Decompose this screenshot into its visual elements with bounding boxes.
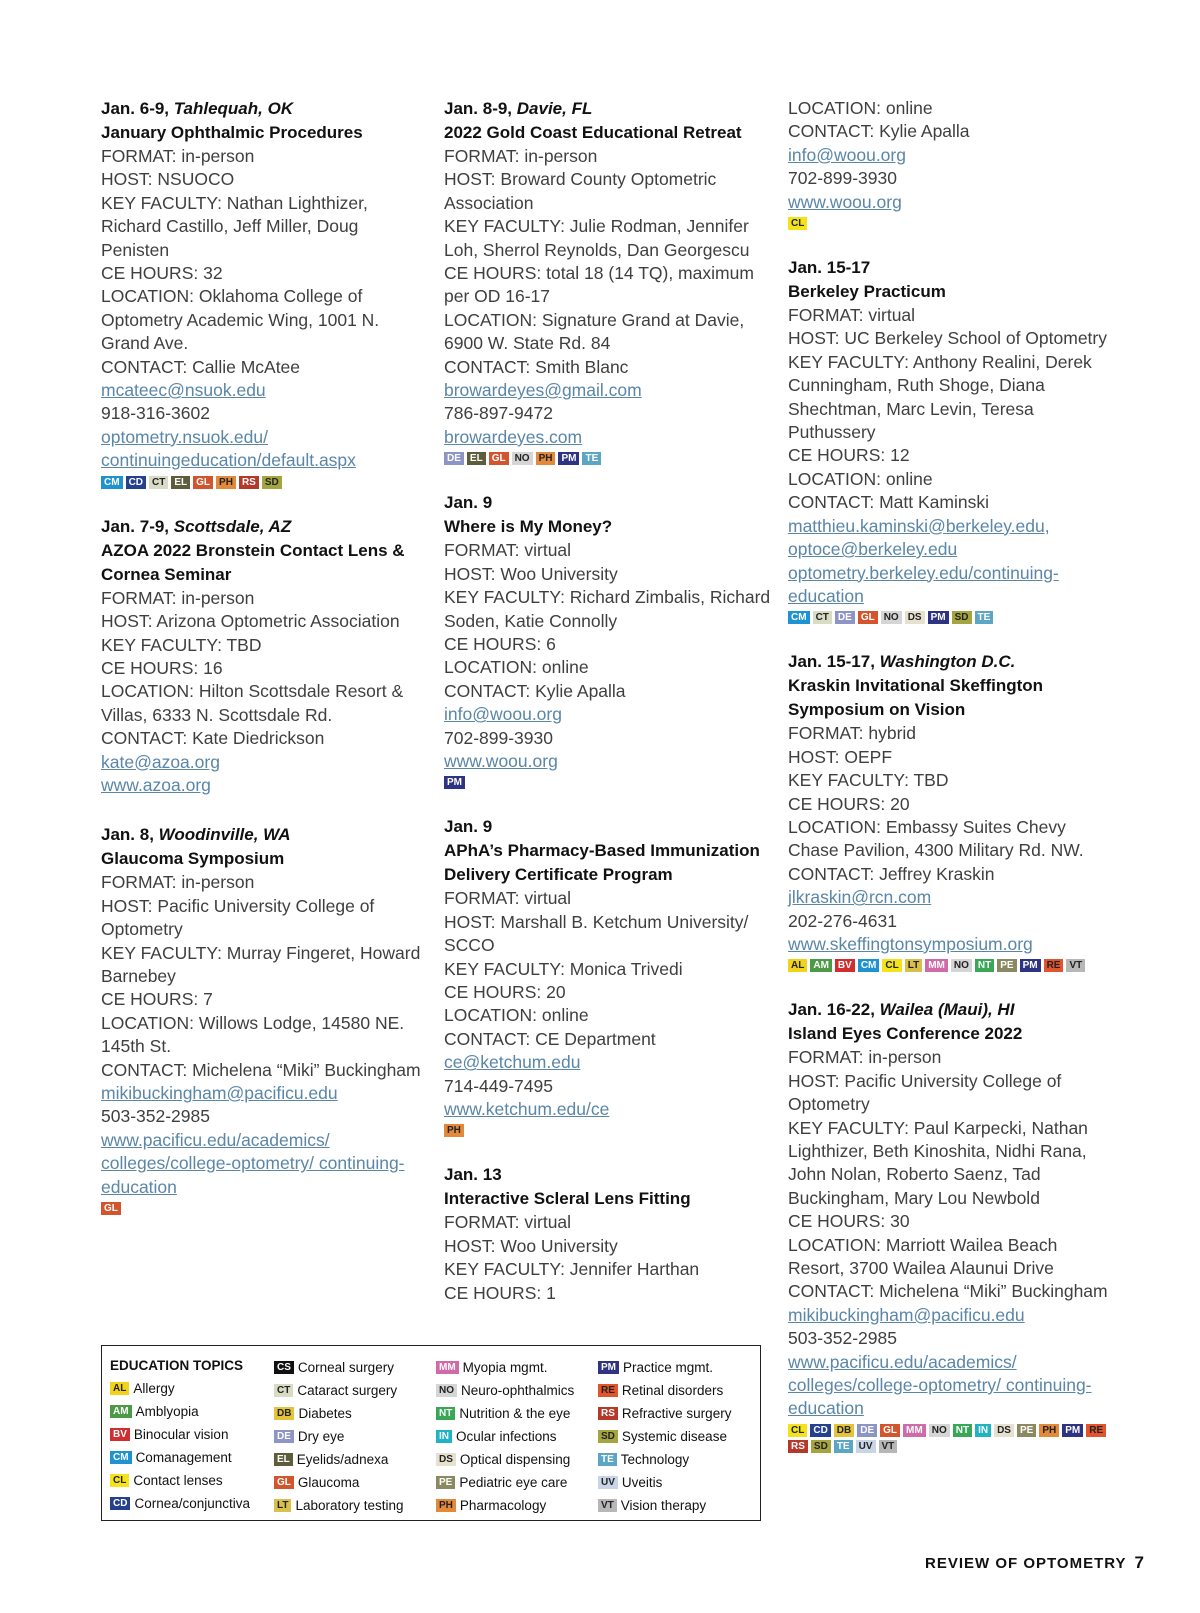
topic-badge-pm: PM <box>444 776 465 789</box>
legend-item <box>436 1448 598 1471</box>
event-link[interactable]: optometry.berkeley.edu/continuing-education <box>788 562 1059 606</box>
event-detail: LOCATION: online <box>444 1005 589 1026</box>
event-title: AZOA 2022 Bronstein Contact Lens & Cornea Seminar <box>101 540 405 584</box>
topic-badge-ds: DS <box>994 1424 1014 1437</box>
topic-badge-de: DE <box>274 1430 294 1443</box>
legend-item <box>110 1423 274 1446</box>
event-date-text: Jan. 13 <box>444 1165 502 1185</box>
event-link[interactable]: mcateec@nsuok.edu <box>101 380 266 401</box>
topic-badge-rs: RS <box>788 1440 808 1453</box>
legend-item-label: Practice mgmt. <box>623 1360 714 1375</box>
legend-heading: EDUCATION TOPICS <box>110 1358 244 1373</box>
event-detail: HOST: Pacific University College of Optometry <box>788 1070 1062 1115</box>
topic-badge-cm: CM <box>110 1451 132 1464</box>
event-date <box>444 1163 774 1187</box>
topic-badge-bv: BV <box>110 1428 130 1441</box>
event-title: Berkeley Practicum <box>788 282 946 302</box>
legend-item-label: Neuro-ophthalmics <box>461 1383 575 1398</box>
event-detail: FORMAT: in-person <box>101 587 255 608</box>
topic-badge-cm: CM <box>788 611 810 624</box>
event-detail: CE HOURS: 20 <box>444 981 566 1002</box>
topic-badge-vt: VT <box>598 1499 617 1512</box>
listing-column-1 <box>101 97 431 1241</box>
event-place: Woodinville, WA <box>158 825 291 845</box>
legend-item-label: Uveitis <box>621 1475 663 1490</box>
topic-badge-gl: GL <box>489 452 509 465</box>
legend-column <box>110 1356 274 1517</box>
event-detail: HOST: Woo University <box>444 1235 618 1256</box>
legend-item <box>110 1377 274 1400</box>
legend-item <box>110 1469 274 1492</box>
topic-badge-cm: CM <box>858 959 880 972</box>
topic-badge-re: RE <box>598 1384 618 1397</box>
event-detail: KEY FACULTY: Murray Fingeret, Howard Barnebey <box>101 942 421 986</box>
legend-item-label: Corneal surgery <box>297 1360 394 1375</box>
event-website-link[interactable]: www.woou.org <box>788 191 902 212</box>
legend-item-label: Optical dispensing <box>459 1452 571 1467</box>
topic-badge-vt: VT <box>879 1440 898 1453</box>
legend-item <box>598 1425 748 1448</box>
event-website-link[interactable]: optometry.nsuok.edu/ continuingeducation/default.aspx <box>101 426 356 471</box>
event-detail: CE HOURS: 20 <box>788 793 910 814</box>
event-detail: LOCATION: Marriott Wailea Beach Resort, 3700 Wailea Alaunui Drive <box>788 1234 1058 1279</box>
event-listing <box>101 823 431 1215</box>
topic-badge-db: DB <box>834 1424 854 1437</box>
event-website-link[interactable]: www.pacificu.edu/academics/ colleges/college-optometry/ continuing-education <box>788 1351 1092 1419</box>
topic-badge-nt: NT <box>953 1424 972 1437</box>
topic-badge-ds: DS <box>436 1453 456 1466</box>
topic-badges <box>101 1202 431 1215</box>
topic-badge-gl: GL <box>101 1202 121 1215</box>
education-topics-legend <box>101 1345 761 1521</box>
event-date-text: Jan. 8, <box>101 825 159 845</box>
topic-badges <box>788 217 1118 230</box>
event-detail: CONTACT: CE Department <box>444 1028 656 1049</box>
legend-item <box>436 1356 598 1379</box>
legend-item-label: Systemic disease <box>621 1429 727 1444</box>
topic-badge-al: AL <box>788 959 807 972</box>
topic-badge-no: NO <box>512 452 533 465</box>
topic-badges <box>101 476 431 489</box>
topic-badge-gl: GL <box>880 1424 900 1437</box>
legend-item-label: Diabetes <box>298 1406 352 1421</box>
event-detail: LOCATION: online <box>444 657 589 678</box>
event-date-text: Jan. 15-17 <box>788 258 871 278</box>
event-date <box>788 650 1118 674</box>
event-link[interactable]: www.azoa.org <box>101 774 211 795</box>
topic-badge-de: DE <box>857 1424 877 1437</box>
legend-column <box>436 1356 598 1517</box>
topic-badge-ct: CT <box>813 611 832 624</box>
event-detail: HOST: Marshall B. Ketchum University/ SCCO <box>444 911 749 956</box>
event-date-text: Jan. 16-22, <box>788 1000 880 1020</box>
topic-badge-ph: PH <box>536 452 556 465</box>
event-detail: LOCATION: Willows Lodge, 14580 NE. 145th St. <box>101 1012 405 1057</box>
topic-badge-nt: NT <box>975 959 994 972</box>
event-phone: 702-899-3930 <box>788 168 897 189</box>
topic-badge-uv: UV <box>598 1476 618 1489</box>
topic-badge-de: DE <box>444 452 464 465</box>
event-date <box>788 256 1118 280</box>
event-listing <box>444 1163 774 1305</box>
event-detail: FORMAT: virtual <box>788 305 916 326</box>
event-detail: LOCATION: Embassy Suites Chevy Chase Pavilion, 4300 Military Rd. NW. <box>788 816 1084 861</box>
topic-badge-ct: CT <box>274 1384 293 1397</box>
event-detail: FORMAT: in-person <box>101 146 255 166</box>
topic-badge-in: IN <box>975 1424 991 1437</box>
topic-badge-sd: SD <box>811 1440 831 1453</box>
event-listing <box>444 815 774 1137</box>
topic-badge-pm: PM <box>928 611 949 624</box>
event-date <box>101 515 431 539</box>
legend-item-label: Contact lenses <box>133 1473 223 1488</box>
legend-item-label: Amblyopia <box>135 1404 199 1419</box>
topic-badges <box>444 776 774 789</box>
event-date-text: Jan. 8-9, <box>444 99 517 118</box>
legend-item <box>436 1425 598 1448</box>
legend-column <box>598 1356 748 1517</box>
topic-badge-cl: CL <box>882 959 901 972</box>
event-phone: 202-276-4631 <box>788 910 897 931</box>
topic-badge-al: AL <box>110 1382 129 1395</box>
legend-item-label: Nutrition & the eye <box>459 1406 571 1421</box>
event-date <box>444 97 774 121</box>
legend-item <box>274 1448 436 1471</box>
event-detail: LOCATION: online <box>788 98 933 118</box>
legend-item <box>274 1425 436 1448</box>
event-detail: KEY FACULTY: TBD <box>101 634 262 655</box>
topic-badge-sd: SD <box>598 1430 618 1443</box>
event-detail: HOST: UC Berkeley School of Optometry <box>788 328 1107 349</box>
event-date <box>788 998 1118 1022</box>
topic-badge-uv: UV <box>856 1440 876 1453</box>
event-place: Washington D.C. <box>879 652 1016 672</box>
legend-item <box>436 1471 598 1494</box>
legend-item-label: Myopia mgmt. <box>462 1360 548 1375</box>
legend-item-label: Cataract surgery <box>297 1383 398 1398</box>
event-place: Tahlequah, OK <box>173 99 294 118</box>
event-link[interactable]: kate@azoa.org <box>101 751 220 772</box>
topic-badge-ct: CT <box>149 476 168 489</box>
event-detail: HOST: NSUOCO <box>101 169 235 190</box>
event-website-link[interactable]: browardeyes.com <box>444 426 583 447</box>
event-link[interactable]: mikibuckingham@pacificu.edu <box>101 1083 338 1103</box>
event-title: Where is My Money? <box>444 517 613 537</box>
legend-item-label: Binocular vision <box>133 1427 229 1442</box>
event-title: Glaucoma Symposium <box>101 849 285 869</box>
topic-badge-te: TE <box>582 452 601 465</box>
topic-badge-sd: SD <box>262 476 282 489</box>
event-website-link[interactable]: www.woou.org <box>444 750 558 771</box>
topic-badge-no: NO <box>436 1384 457 1397</box>
event-website-link[interactable]: www.skeffingtonsymposium.org <box>788 933 1033 954</box>
event-detail: CE HOURS: 12 <box>788 445 910 466</box>
event-listing <box>444 491 774 789</box>
legend-item-label: Eyelids/adnexa <box>296 1452 389 1467</box>
topic-badge-ph: PH <box>436 1499 456 1512</box>
event-website-link[interactable]: www.pacificu.edu/academics/ colleges/college-optometry/ continuing-education <box>101 1129 405 1197</box>
event-detail: HOST: Woo University <box>444 563 618 584</box>
event-detail: CONTACT: Kate Diedrickson <box>101 728 325 749</box>
event-title: Kraskin Invitational Skeffington Symposium on Vision <box>788 676 1044 720</box>
topic-badge-nt: NT <box>436 1407 455 1420</box>
page-footer <box>925 1553 1145 1573</box>
legend-item <box>436 1402 598 1425</box>
event-listing <box>101 515 431 798</box>
event-detail: KEY FACULTY: Jennifer Harthan <box>444 1259 700 1280</box>
event-link[interactable]: info@woou.org <box>444 704 562 725</box>
topic-badge-ph: PH <box>216 476 236 489</box>
event-title: APhA’s Pharmacy-Based Immunization Delivery Certificate Program <box>444 841 760 885</box>
event-phone: 786-897-9472 <box>444 403 553 424</box>
legend-item-label: Dry eye <box>297 1429 345 1444</box>
topic-badge-re: RE <box>1086 1424 1106 1437</box>
event-title: January Ophthalmic Procedures <box>101 123 363 142</box>
event-detail: FORMAT: virtual <box>444 1212 572 1233</box>
topic-badge-rs: RS <box>239 476 259 489</box>
event-listing <box>788 650 1118 972</box>
event-listing <box>101 97 431 489</box>
event-listing <box>444 97 774 465</box>
topic-badge-te: TE <box>598 1453 617 1466</box>
event-link[interactable]: jlkraskin@rcn.com <box>788 887 932 908</box>
legend-item-label: Retinal disorders <box>621 1383 724 1398</box>
event-listing <box>788 998 1118 1453</box>
event-detail: LOCATION: Oklahoma College of Optometry Academic Wing, 1001 N. Grand Ave. <box>101 286 380 354</box>
event-place: Davie, FL <box>516 99 593 118</box>
event-detail: KEY FACULTY: Richard Zimbalis, Richard Soden, Katie Connolly <box>444 587 771 631</box>
legend-item-label: Technology <box>620 1452 690 1467</box>
topic-badge-cs: CS <box>274 1361 294 1374</box>
legend-item-label: Cornea/conjunctiva <box>134 1496 251 1511</box>
topic-badge-pm: PM <box>558 452 579 465</box>
topic-badge-mm: MM <box>436 1361 459 1374</box>
legend-item <box>436 1494 598 1517</box>
topic-badges <box>788 1424 1118 1453</box>
topic-badges <box>788 611 1118 624</box>
topic-badge-cd: CD <box>126 476 146 489</box>
topic-badge-de: DE <box>835 611 855 624</box>
event-date <box>444 815 774 839</box>
topic-badge-sd: SD <box>952 611 972 624</box>
event-detail: KEY FACULTY: Nathan Lighthizer, Richard Castillo, Jeff Miller, Doug Penisten <box>101 192 368 260</box>
legend-item-label: Allergy <box>133 1381 175 1396</box>
event-detail: LOCATION: online <box>788 468 933 489</box>
event-detail: KEY FACULTY: Monica Trivedi <box>444 958 683 979</box>
event-date-text: Jan. 9 <box>444 817 493 837</box>
event-date-text: Jan. 7-9, <box>101 516 174 536</box>
event-phone: 503-352-2985 <box>101 1106 210 1127</box>
event-link[interactable]: matthieu.kaminski@berkeley.edu, optoce@berkeley.edu <box>788 515 1050 560</box>
event-detail: KEY FACULTY: Anthony Realini, Derek Cunningham, Ruth Shoge, Diana Shechtman, Marc Levin, Teresa Puthussery <box>788 351 1092 443</box>
event-detail: CE HOURS: 7 <box>101 989 213 1010</box>
topic-badge-cd: CD <box>810 1424 830 1437</box>
topic-badge-cl: CL <box>110 1474 129 1487</box>
topic-badge-lt: LT <box>274 1499 291 1512</box>
listing-column-3 <box>788 97 1118 1479</box>
event-detail: CONTACT: Smith Blanc <box>444 356 629 377</box>
topic-badge-mm: MM <box>903 1424 926 1437</box>
legend-item <box>598 1448 748 1471</box>
legend-item-label: Refractive surgery <box>621 1406 732 1421</box>
event-detail: CE HOURS: 6 <box>444 633 556 654</box>
legend-item-label: Pharmacology <box>459 1498 547 1513</box>
topic-badges <box>444 452 774 465</box>
event-link[interactable]: browardeyes@gmail.com <box>444 380 642 401</box>
event-detail: CE HOURS: 1 <box>444 1282 556 1303</box>
event-phone: 714-449-7495 <box>444 1075 553 1096</box>
legend-item-label: Laboratory testing <box>295 1498 404 1513</box>
topic-badge-cm: CM <box>101 476 123 489</box>
event-date-text: Jan. 9 <box>444 493 493 513</box>
topic-badge-pm: PM <box>1020 959 1041 972</box>
topic-badge-pe: PE <box>997 959 1016 972</box>
event-link[interactable]: ce@ketchum.edu <box>444 1052 581 1073</box>
event-detail: LOCATION: Signature Grand at Davie, 6900 W. State Rd. 84 <box>444 309 745 354</box>
legend-item <box>598 1379 748 1402</box>
topic-badges <box>788 959 1118 972</box>
event-date-text: Jan. 15-17, <box>788 652 880 672</box>
event-detail: CE HOURS: total 18 (14 TQ), maximum per OD 16-17 <box>444 263 754 307</box>
topic-badge-no: NO <box>929 1424 950 1437</box>
event-detail: CE HOURS: 32 <box>101 263 223 284</box>
topic-badge-cl: CL <box>788 217 807 230</box>
event-detail: FORMAT: virtual <box>444 540 572 561</box>
event-detail: FORMAT: hybrid <box>788 723 917 744</box>
event-detail: HOST: Arizona Optometric Association <box>101 611 400 632</box>
event-detail: CONTACT: Callie McAtee <box>101 356 301 377</box>
topic-badge-ds: DS <box>905 611 925 624</box>
legend-item-label: Ocular infections <box>456 1429 557 1444</box>
topic-badge-te: TE <box>975 611 994 624</box>
legend-item <box>274 1402 436 1425</box>
event-detail: KEY FACULTY: Julie Rodman, Jennifer Loh, Sherrol Reynolds, Dan Georgescu <box>444 216 750 260</box>
topic-badge-in: IN <box>436 1430 452 1443</box>
topic-badge-pm: PM <box>598 1361 619 1374</box>
topic-badge-no: NO <box>951 959 972 972</box>
event-link[interactable]: info@woou.org <box>788 144 906 165</box>
event-detail: LOCATION: Hilton Scottsdale Resort & Villas, 6333 N. Scottsdale Rd. <box>101 681 404 725</box>
topic-badge-te: TE <box>834 1440 853 1453</box>
legend-item <box>274 1494 436 1517</box>
event-detail: CONTACT: Michelena “Miki” Buckingham <box>788 1281 1108 1302</box>
event-listing <box>788 97 1118 230</box>
topic-badge-lt: LT <box>905 959 922 972</box>
event-detail: CONTACT: Jeffrey Kraskin <box>788 863 995 884</box>
event-detail: HOST: OEPF <box>788 746 893 767</box>
event-listing <box>788 256 1118 624</box>
topic-badge-gl: GL <box>858 611 878 624</box>
topic-badge-pe: PE <box>436 1476 455 1489</box>
event-detail: KEY FACULTY: TBD <box>788 770 949 791</box>
topic-badge-bv: BV <box>835 959 855 972</box>
event-detail: CONTACT: Matt Kaminski <box>788 492 989 513</box>
event-title: 2022 Gold Coast Educational Retreat <box>444 123 742 142</box>
event-place: Wailea (Maui), HI <box>879 1000 1015 1020</box>
legend-item <box>274 1471 436 1494</box>
event-date <box>444 491 774 515</box>
event-phone: 503-352-2985 <box>788 1328 897 1349</box>
event-detail: CONTACT: Kylie Apalla <box>788 121 970 142</box>
event-detail: FORMAT: virtual <box>444 888 572 909</box>
topic-badge-cl: CL <box>788 1424 807 1437</box>
legend-item <box>110 1446 274 1469</box>
event-detail: FORMAT: in-person <box>101 872 255 893</box>
topic-badge-no: NO <box>881 611 902 624</box>
topic-badge-el: EL <box>274 1453 293 1466</box>
legend-column <box>274 1356 436 1517</box>
topic-badge-rs: RS <box>598 1407 618 1420</box>
legend-item-label: Glaucoma <box>297 1475 360 1490</box>
event-place: Scottsdale, AZ <box>173 516 292 536</box>
topic-badge-am: AM <box>110 1405 132 1418</box>
legend-item <box>598 1494 748 1517</box>
event-detail: CE HOURS: 16 <box>101 657 223 678</box>
event-title: Interactive Scleral Lens Fitting <box>444 1189 691 1209</box>
event-date <box>101 823 431 847</box>
event-detail: FORMAT: in-person <box>788 1047 942 1068</box>
legend-item <box>436 1379 598 1402</box>
legend-item-label: Comanagement <box>135 1450 232 1465</box>
event-phone: 918-316-3602 <box>101 403 210 424</box>
legend-item-label: Pediatric eye care <box>459 1475 568 1490</box>
event-link[interactable]: mikibuckingham@pacificu.edu <box>788 1304 1025 1325</box>
event-date-text: Jan. 6-9, <box>101 99 174 118</box>
legend-item <box>598 1471 748 1494</box>
publication-name: REVIEW OF OPTOMETRY <box>925 1555 1127 1572</box>
event-detail: HOST: Broward County Optometric Association <box>444 169 717 213</box>
topic-badge-pe: PE <box>1017 1424 1036 1437</box>
topic-badge-pm: PM <box>1062 1424 1083 1437</box>
topic-badge-el: EL <box>467 452 486 465</box>
legend-item <box>110 1400 274 1423</box>
topic-badge-cd: CD <box>110 1497 130 1510</box>
event-detail: FORMAT: in-person <box>444 146 598 166</box>
topic-badges <box>444 1124 774 1137</box>
topic-badge-ph: PH <box>1039 1424 1059 1437</box>
topic-badge-el: EL <box>171 476 190 489</box>
topic-badge-re: RE <box>1044 959 1064 972</box>
event-phone: 702-899-3930 <box>444 727 553 748</box>
legend-item <box>110 1492 274 1515</box>
legend-item <box>598 1356 748 1379</box>
listing-column-2 <box>444 97 774 1331</box>
topic-badge-vt: VT <box>1066 959 1085 972</box>
topic-badge-am: AM <box>810 959 832 972</box>
event-detail: KEY FACULTY: Paul Karpecki, Nathan Lighthizer, Beth Kinoshita, Nidhi Rana, John Nolan, Roberto Saenz, Tad Buckingham, Mary Lou Newbold <box>788 1117 1088 1208</box>
event-detail: CONTACT: Michelena “Miki” Buckingham <box>101 1059 421 1080</box>
topic-badge-db: DB <box>274 1407 294 1420</box>
legend-item <box>598 1402 748 1425</box>
event-detail: HOST: Pacific University College of Optometry <box>101 895 375 940</box>
legend-item-label: Vision therapy <box>620 1498 707 1513</box>
event-title: Island Eyes Conference 2022 <box>788 1024 1023 1044</box>
topic-badge-mm: MM <box>925 959 948 972</box>
event-date <box>101 97 431 121</box>
event-detail: CONTACT: Kylie Apalla <box>444 680 626 701</box>
event-detail: CE HOURS: 30 <box>788 1211 910 1232</box>
topic-badge-gl: GL <box>193 476 213 489</box>
topic-badge-gl: GL <box>274 1476 294 1489</box>
legend-item <box>274 1379 436 1402</box>
legend-item <box>274 1356 436 1379</box>
page-number: 7 <box>1134 1553 1145 1572</box>
topic-badge-ph: PH <box>444 1124 464 1137</box>
event-website-link[interactable]: www.ketchum.edu/ce <box>444 1099 610 1119</box>
